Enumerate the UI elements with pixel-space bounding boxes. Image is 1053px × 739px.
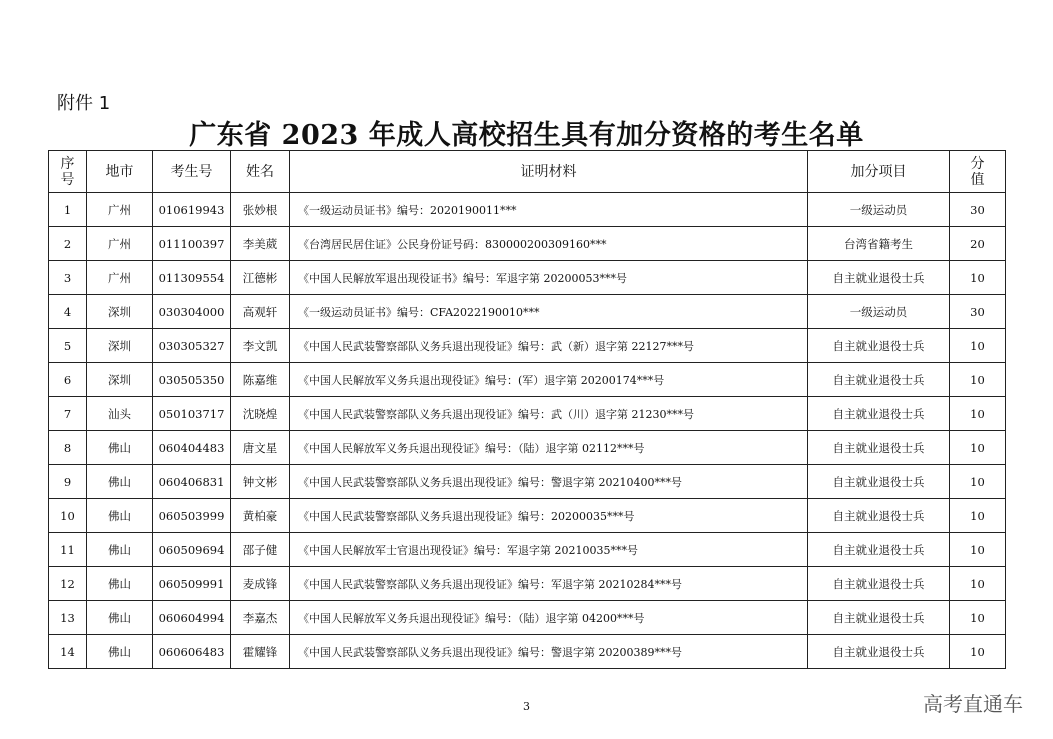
cell-name: 沈晓煌: [231, 397, 290, 431]
document-title: 广东省 2023 年成人高校招生具有加分资格的考生名单: [189, 120, 864, 151]
cell-seq: 10: [49, 499, 87, 533]
cell-proof: 《中国人民解放军退出现役证书》编号：军退字第 20200053***号: [290, 261, 808, 295]
table-row: [49, 227, 1006, 261]
cell-score: 10: [950, 601, 1006, 635]
cell-seq: 11: [49, 533, 87, 567]
cell-city: 深圳: [87, 295, 153, 329]
cell-bonus-item: 自主就业退役士兵: [808, 635, 950, 669]
cell-proof: 《中国人民武装警察部队义务兵退出现役证》编号：武（新）退字第 22127***号: [290, 329, 808, 363]
cell-name: 钟文彬: [231, 465, 290, 499]
cell-proof: 《中国人民武装警察部队义务兵退出现役证》编号：20200035***号: [290, 499, 808, 533]
cell-bonus-item: 自主就业退役士兵: [808, 465, 950, 499]
cell-score: 10: [950, 363, 1006, 397]
cell-city: 汕头: [87, 397, 153, 431]
cell-exam-no: 010619943: [153, 193, 231, 227]
cell-exam-no: 060604994: [153, 601, 231, 635]
cell-score: 10: [950, 431, 1006, 465]
header-bonus-item: 加分项目: [808, 151, 950, 193]
cell-score: 10: [950, 465, 1006, 499]
cell-bonus-item: 自主就业退役士兵: [808, 601, 950, 635]
cell-exam-no: 060503999: [153, 499, 231, 533]
cell-seq: 7: [49, 397, 87, 431]
table-body: [49, 193, 1006, 669]
attachment-label: 附件 1: [57, 93, 111, 114]
cell-bonus-item: 自主就业退役士兵: [808, 261, 950, 295]
table-row: [49, 193, 1006, 227]
candidate-table: [48, 150, 1006, 669]
table-row: [49, 363, 1006, 397]
cell-city: 佛山: [87, 431, 153, 465]
cell-seq: 5: [49, 329, 87, 363]
cell-seq: 9: [49, 465, 87, 499]
cell-city: 广州: [87, 261, 153, 295]
header-seq: 序 号: [49, 151, 87, 193]
table-row: [49, 533, 1006, 567]
table-row: [49, 465, 1006, 499]
cell-city: 佛山: [87, 635, 153, 669]
cell-city: 佛山: [87, 567, 153, 601]
cell-city: 深圳: [87, 329, 153, 363]
cell-proof: 《中国人民解放军士官退出现役证》编号：军退字第 20210035***号: [290, 533, 808, 567]
cell-city: 广州: [87, 227, 153, 261]
cell-name: 陈嘉维: [231, 363, 290, 397]
cell-exam-no: 060606483: [153, 635, 231, 669]
header-score: 分 值: [950, 151, 1006, 193]
cell-seq: 14: [49, 635, 87, 669]
cell-name: 张妙根: [231, 193, 290, 227]
table-row: [49, 635, 1006, 669]
watermark: 高考直通车: [923, 692, 1023, 716]
cell-seq: 1: [49, 193, 87, 227]
cell-seq: 12: [49, 567, 87, 601]
cell-city: 佛山: [87, 533, 153, 567]
cell-score: 30: [950, 193, 1006, 227]
cell-exam-no: 030305327: [153, 329, 231, 363]
cell-seq: 13: [49, 601, 87, 635]
cell-proof: 《中国人民武装警察部队义务兵退出现役证》编号：警退字第 20200389***号: [290, 635, 808, 669]
cell-name: 霍耀锋: [231, 635, 290, 669]
cell-proof: 《中国人民武装警察部队义务兵退出现役证》编号：武（川）退字第 21230***号: [290, 397, 808, 431]
cell-score: 10: [950, 329, 1006, 363]
table-row: [49, 261, 1006, 295]
cell-exam-no: 011100397: [153, 227, 231, 261]
cell-proof: 《一级运动员证书》编号：CFA2022190010***: [290, 295, 808, 329]
cell-seq: 2: [49, 227, 87, 261]
cell-seq: 6: [49, 363, 87, 397]
table-header-row: [49, 151, 1006, 193]
cell-exam-no: 030505350: [153, 363, 231, 397]
cell-exam-no: 060509991: [153, 567, 231, 601]
cell-bonus-item: 自主就业退役士兵: [808, 499, 950, 533]
cell-score: 10: [950, 533, 1006, 567]
cell-name: 李嘉杰: [231, 601, 290, 635]
cell-exam-no: 011309554: [153, 261, 231, 295]
cell-name: 高观轩: [231, 295, 290, 329]
cell-score: 10: [950, 397, 1006, 431]
cell-exam-no: 050103717: [153, 397, 231, 431]
cell-score: 10: [950, 261, 1006, 295]
cell-bonus-item: 自主就业退役士兵: [808, 397, 950, 431]
cell-seq: 8: [49, 431, 87, 465]
cell-bonus-item: 一级运动员: [808, 193, 950, 227]
cell-exam-no: 030304000: [153, 295, 231, 329]
table-row: [49, 329, 1006, 363]
cell-score: 20: [950, 227, 1006, 261]
cell-seq: 3: [49, 261, 87, 295]
table-row: [49, 397, 1006, 431]
cell-name: 唐文星: [231, 431, 290, 465]
cell-city: 佛山: [87, 465, 153, 499]
cell-proof: 《中国人民武装警察部队义务兵退出现役证》编号：警退字第 20210400***号: [290, 465, 808, 499]
cell-proof: 《中国人民武装警察部队义务兵退出现役证》编号：军退字第 20210284***号: [290, 567, 808, 601]
cell-score: 10: [950, 499, 1006, 533]
table-row: [49, 567, 1006, 601]
cell-city: 深圳: [87, 363, 153, 397]
cell-exam-no: 060509694: [153, 533, 231, 567]
page-number: 3: [523, 700, 530, 713]
cell-proof: 《中国人民解放军义务兵退出现役证》编号：（陆）退字第 02112***号: [290, 431, 808, 465]
cell-seq: 4: [49, 295, 87, 329]
cell-score: 30: [950, 295, 1006, 329]
cell-bonus-item: 自主就业退役士兵: [808, 567, 950, 601]
cell-bonus-item: 台湾省籍考生: [808, 227, 950, 261]
cell-bonus-item: 自主就业退役士兵: [808, 533, 950, 567]
table-row: [49, 601, 1006, 635]
cell-score: 10: [950, 635, 1006, 669]
cell-proof: 《中国人民解放军义务兵退出现役证》编号：（陆）退字第 04200***号: [290, 601, 808, 635]
cell-name: 麦成锋: [231, 567, 290, 601]
cell-bonus-item: 自主就业退役士兵: [808, 329, 950, 363]
table-row: [49, 431, 1006, 465]
cell-city: 广州: [87, 193, 153, 227]
cell-exam-no: 060406831: [153, 465, 231, 499]
header-proof: 证明材料: [290, 151, 808, 193]
cell-proof: 《台湾居民居住证》公民身份证号码：830000200309160***: [290, 227, 808, 261]
cell-city: 佛山: [87, 601, 153, 635]
cell-bonus-item: 自主就业退役士兵: [808, 431, 950, 465]
cell-name: 李文凯: [231, 329, 290, 363]
cell-proof: 《一级运动员证书》编号：2020190011***: [290, 193, 808, 227]
header-name: 姓名: [231, 151, 290, 193]
cell-bonus-item: 自主就业退役士兵: [808, 363, 950, 397]
cell-name: 黄柏豪: [231, 499, 290, 533]
cell-score: 10: [950, 567, 1006, 601]
header-city: 地市: [87, 151, 153, 193]
cell-proof: 《中国人民解放军义务兵退出现役证》编号：(军）退字第 20200174***号: [290, 363, 808, 397]
table-row: [49, 499, 1006, 533]
cell-name: 邵子健: [231, 533, 290, 567]
cell-exam-no: 060404483: [153, 431, 231, 465]
cell-city: 佛山: [87, 499, 153, 533]
cell-name: 江德彬: [231, 261, 290, 295]
cell-name: 李美葳: [231, 227, 290, 261]
header-exam-no: 考生号: [153, 151, 231, 193]
table-row: [49, 295, 1006, 329]
cell-bonus-item: 一级运动员: [808, 295, 950, 329]
